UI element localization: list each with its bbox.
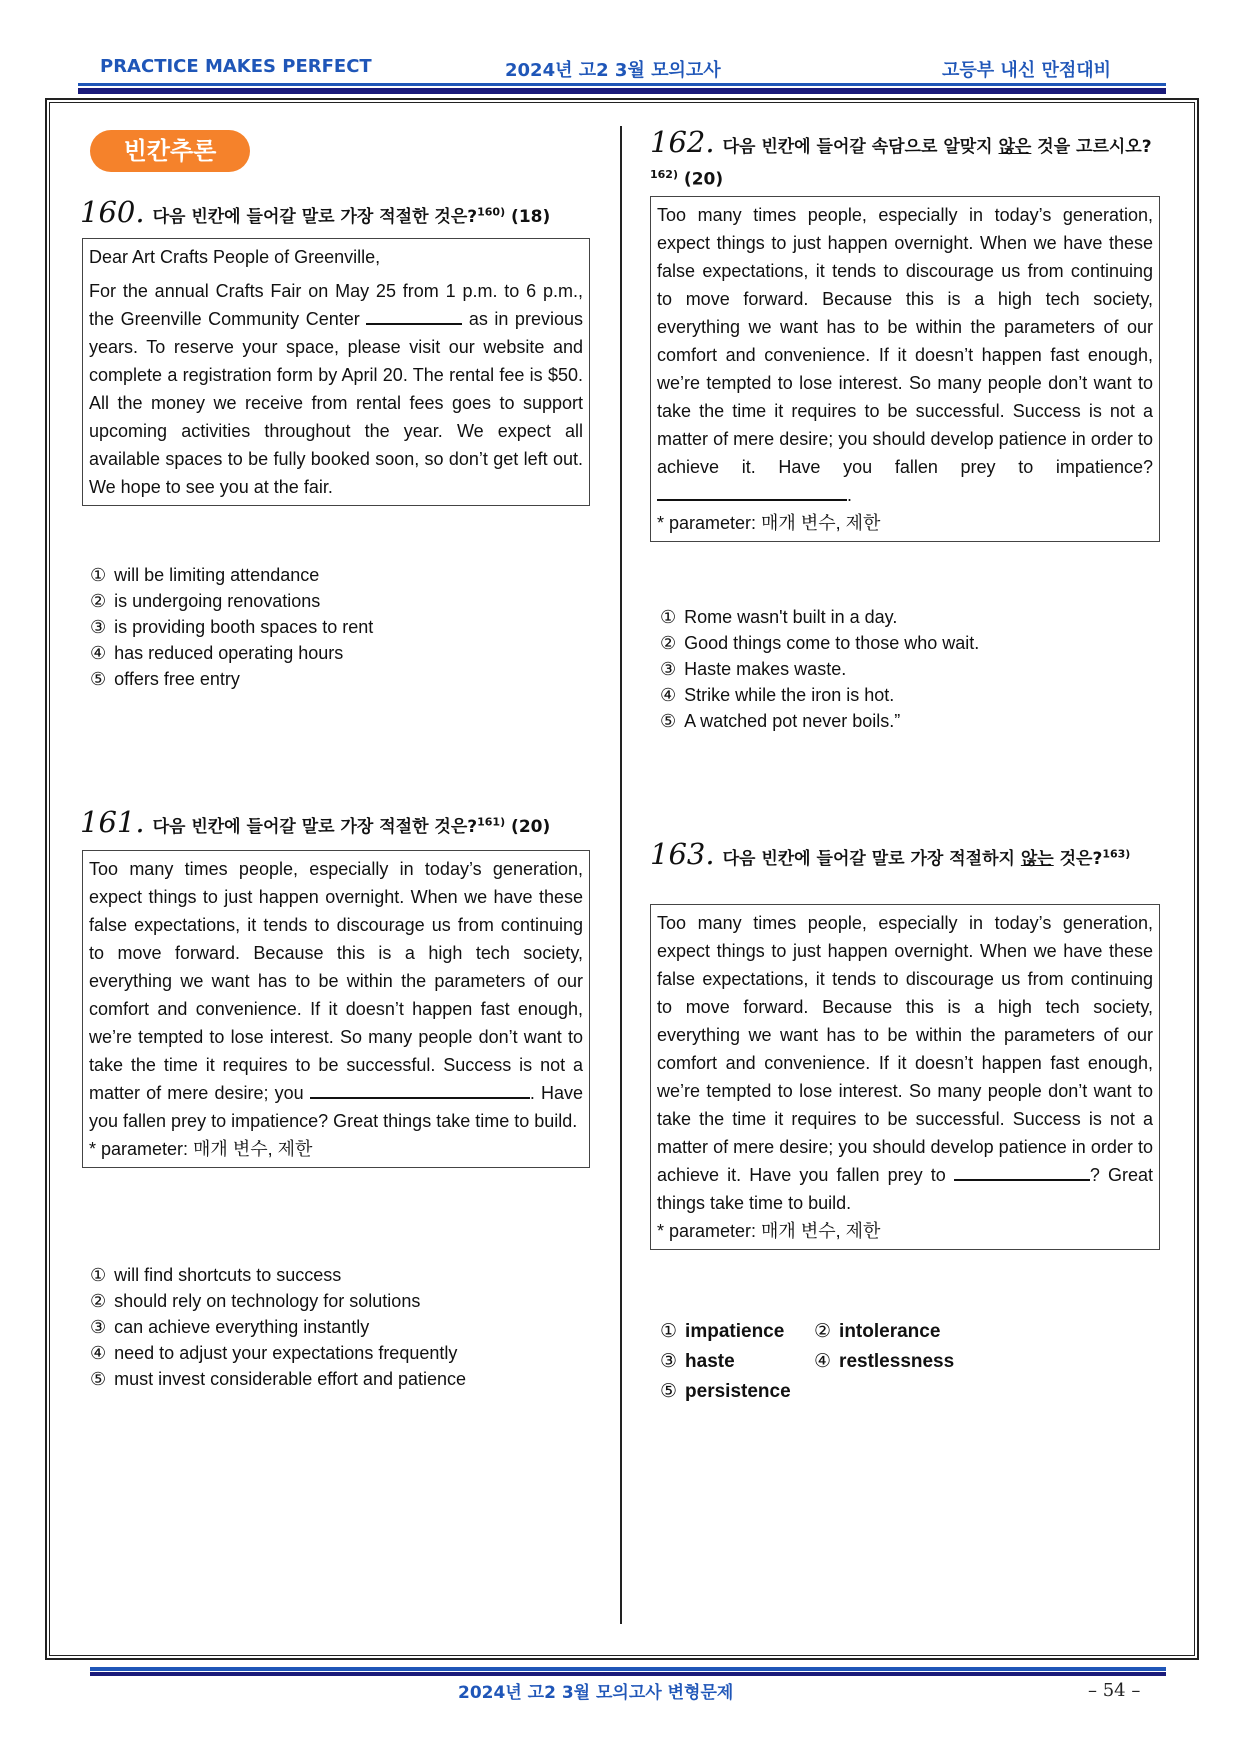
answer-blank — [310, 1079, 530, 1099]
option-2[interactable]: ② Good things come to those who wait. — [660, 633, 980, 653]
question-prompt: 다음 빈칸에 들어갈 말로 가장 적절하지 — [722, 849, 1021, 869]
question-number: 160. — [80, 195, 145, 229]
header-rule — [78, 83, 1166, 86]
option-3[interactable]: ③ Haste makes waste. — [660, 659, 847, 679]
question-162-options — [660, 604, 979, 734]
option-4[interactable]: ④ has reduced operating hours — [90, 643, 344, 663]
option-4[interactable]: ④ Strike while the iron is hot. — [660, 685, 895, 705]
passage-note: * parameter: 매개 변수, 제한 — [657, 1221, 881, 1241]
passage-note: * parameter: 매개 변수, 제한 — [657, 513, 881, 533]
question-prompt-emphasis: 않은 — [998, 137, 1032, 157]
question-163-heading — [650, 837, 1168, 873]
passage-before-blank: Too many times people, especially in today’s generation, expect things to just happen overnight. When we have these false expectations, it tends to discourage us from continuing to move forward. Because this is a high tech society, everything we want has to be within the parameters of our comfort and convenience. If it doesn’t happen fast enough, we’re tempted to lose interest. So many people don’t want to take the time it requires to be successful. Success is not a matter of mere desire; you should develop patience in order to achieve it. Have you fallen prey to impatience? — [657, 205, 1153, 477]
header-left: PRACTICE MAKES PERFECT — [100, 56, 372, 77]
option-1[interactable]: ① will find shortcuts to success — [90, 1265, 342, 1285]
option-3[interactable]: ③ haste — [660, 1351, 735, 1372]
passage-before-blank: Too many times people, especially in today’s generation, expect things to just happen overnight. When we have these false expectations, it tends to discourage us from continuing to move forward. Because this is a high tech society, everything we want has to be within the parameters of our comfort and convenience. If it doesn’t happen fast enough, we’re tempted to lose interest. So many people don’t want to take the time it requires to be successful. Success is not a matter of mere desire; you should develop patience in order to achieve it. Have you fallen prey to — [657, 913, 1153, 1185]
question-ref: 163) — [1102, 847, 1131, 861]
passage-after-blank: ? Great things take time to build. — [657, 1165, 1153, 1213]
question-score: (20) — [511, 817, 551, 837]
option-3[interactable]: ③ is providing booth spaces to rent — [90, 617, 374, 637]
question-prompt: 다음 빈칸에 들어갈 말로 가장 적절한 것은? — [152, 207, 478, 227]
option-5[interactable]: ⑤ must invest considerable effort and patience — [90, 1369, 467, 1389]
question-161-heading — [80, 805, 600, 841]
option-2[interactable]: ② is undergoing renovations — [90, 591, 321, 611]
option-5[interactable]: ⑤ persistence — [660, 1381, 791, 1402]
question-161-passage — [82, 850, 590, 1168]
question-ref: 162) — [650, 168, 678, 181]
question-score: (20) — [683, 169, 724, 190]
header-center: 2024년 고2 3월 모의고사 — [505, 60, 721, 81]
option-1[interactable]: ① Rome wasn't built in a day. — [660, 607, 898, 627]
passage-after-blank: . — [847, 485, 853, 505]
question-162-heading — [650, 125, 1168, 194]
question-number: 162. — [650, 125, 715, 159]
option-2[interactable]: ② intolerance — [814, 1321, 941, 1342]
passage-before-blank: For the annual Crafts Fair on May 25 from 1 p.m. to 6 p.m., the Greenville Community Center — [89, 281, 583, 329]
question-161-options — [90, 1262, 466, 1392]
question-160-passage — [82, 238, 590, 506]
question-prompt: 다음 빈칸에 들어갈 속담으로 알맞지 — [722, 137, 999, 157]
question-number: 161. — [80, 805, 145, 839]
question-163-passage — [650, 904, 1160, 1250]
option-5[interactable]: ⑤ A watched pot never boils.” — [660, 711, 901, 731]
option-4[interactable]: ④ need to adjust your expectations frequently — [90, 1343, 458, 1363]
question-prompt-emphasis: 않는 — [1020, 849, 1054, 869]
question-160-heading — [80, 195, 600, 231]
option-1[interactable]: ① will be limiting attendance — [90, 565, 320, 585]
question-score: (18) — [511, 207, 551, 227]
option-3[interactable]: ③ can achieve everything instantly — [90, 1317, 370, 1337]
question-number: 163. — [650, 837, 715, 871]
answer-blank — [657, 481, 847, 501]
section-tag: 빈칸추론 — [90, 130, 250, 172]
header-right: 고등부 내신 만점대비 — [942, 60, 1112, 81]
question-prompt-end: 것을 고르시오? — [1031, 137, 1152, 157]
answer-blank — [954, 1161, 1090, 1181]
question-162-passage — [650, 196, 1160, 542]
passage-after-blank: as in previous years. To reserve your space, please visit our website and complete a registration form by April 20. The rental fee is $50. All the money we receive from rental fees goes to support upcoming activities throughout the year. We expect all available spaces to be fully booked soon, so don’t get left out. We hope to see you at the fair. — [89, 309, 583, 497]
passage-note: * parameter: 매개 변수, 제한 — [89, 1139, 313, 1159]
question-prompt: 다음 빈칸에 들어갈 말로 가장 적절한 것은? — [152, 817, 478, 837]
footer-title: 2024년 고2 3월 모의고사 변형문제 — [458, 1683, 734, 1703]
passage-greeting: Dear Art Crafts People of Greenville, — [89, 247, 381, 267]
answer-blank — [366, 305, 462, 325]
option-2[interactable]: ② should rely on technology for solutions — [90, 1291, 421, 1311]
option-5[interactable]: ⑤ offers free entry — [90, 669, 240, 689]
option-4[interactable]: ④ restlessness — [814, 1351, 955, 1372]
option-1[interactable]: ① impatience — [660, 1321, 785, 1342]
column-divider — [620, 126, 622, 1624]
footer-rule-bold — [90, 1672, 1166, 1676]
question-160-options — [90, 562, 373, 692]
header-rule-bold — [78, 88, 1166, 94]
page-number: – 54 – — [1088, 1680, 1141, 1701]
footer-rule — [90, 1667, 1166, 1671]
question-ref: 160) — [477, 205, 506, 219]
question-ref: 161) — [477, 815, 506, 829]
passage-after-blank: . Have you fallen prey to impatience? Great things take time to build. — [89, 1083, 583, 1131]
passage-before-blank: Too many times people, especially in today’s generation, expect things to just happen overnight. When we have these false expectations, it tends to discourage us from continuing to move forward. Because this is a high tech society, everything we want has to be within the parameters of our comfort and convenience. If it doesn’t happen fast enough, we’re tempted to lose interest. So many people don’t want to take the time it requires to be successful. Success is not a matter of mere desire; you — [89, 859, 583, 1103]
question-163-options — [660, 1317, 968, 1407]
question-prompt-end: 것은? — [1053, 849, 1103, 869]
